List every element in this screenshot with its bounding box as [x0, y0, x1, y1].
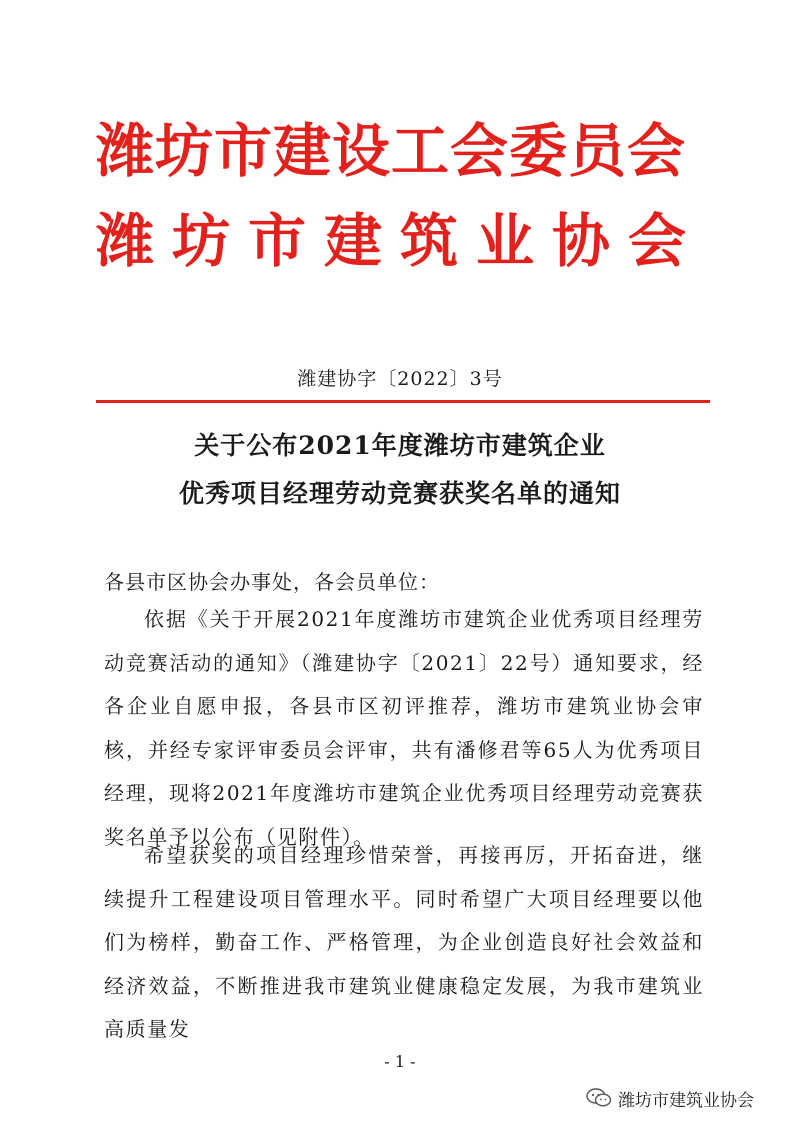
notice-title-line-2: 优秀项目经理劳动竞赛获奖名单的通知: [178, 479, 621, 508]
document-number: 潍建协字〔2022〕3号: [297, 368, 503, 390]
body-paragraph-2: 希望获奖的项目经理珍惜荣誉，再接再厉，开拓奋进，继续提升工程建设项目管理水平。同时希望广大项目经理要以他们为榜样，勤奋工作、严格管理，为企业创造良好社会效益和经济效益，不断推进我市建筑业健康稳定发展，为我市建筑业高质量发: [104, 843, 704, 1041]
account-watermark: [586, 1086, 754, 1110]
wechat-icon: [586, 1088, 612, 1108]
issuer-name-union: 潍坊市建设工会委员会: [96, 117, 687, 185]
body-paragraph-1: 依据《关于开展2021年度潍坊市建筑企业优秀项目经理劳动竞赛活动的通知》（潍建协字〔2021〕22号）通知要求，经各企业自愿申报，各县市区初评推荐，潍坊市建筑业协会审核，并经专家评审委员会评审，共有潘修君等65人为优秀项目经理，现将2021年度潍坊市建筑企业优秀项目经理劳动竞赛获奖名单予以公布（见附件）。: [104, 607, 704, 849]
page-number: - 1 -: [384, 1052, 416, 1071]
notice-title-line-1: 关于公布2021年度潍坊市建筑企业: [194, 431, 606, 460]
red-divider-line: [96, 400, 710, 403]
issuer-name-association: 潍坊市建筑业协会: [96, 207, 705, 275]
salutation: 各县市区协会办事处，各会员单位：: [104, 570, 440, 594]
watermark-text: 潍坊市建筑业协会: [618, 1090, 754, 1111]
